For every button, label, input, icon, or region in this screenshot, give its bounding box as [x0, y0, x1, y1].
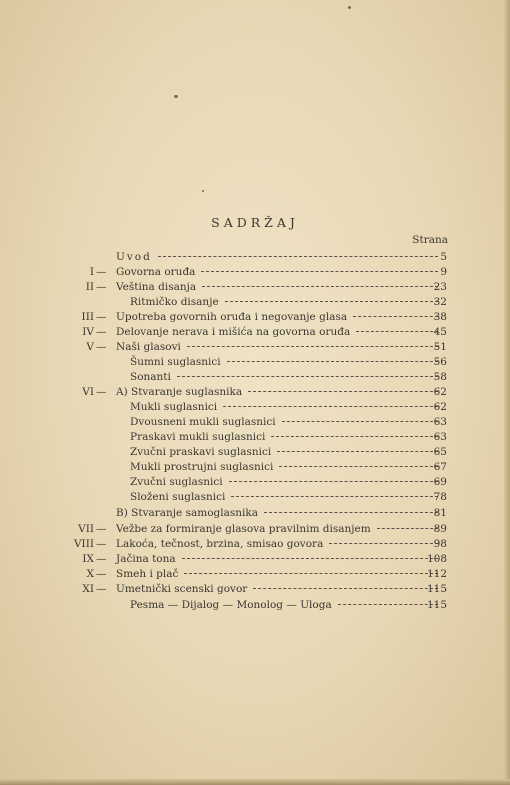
- toc-dash: —: [96, 568, 107, 580]
- toc-entry-main: [116, 340, 444, 354]
- toc-entry-title: Složeni suglasnici: [130, 491, 226, 503]
- toc-entry-title: Vežbe za formiranje glasova pravilnim disanjem: [116, 523, 371, 535]
- toc-entry: [0, 355, 510, 369]
- toc-chapter-number: VIII: [73, 538, 94, 550]
- toc-dash: —: [96, 341, 107, 353]
- toc-entry-page: 5: [440, 251, 447, 263]
- toc-entry-page: 69: [433, 476, 447, 488]
- dotted-leader: [248, 391, 438, 392]
- toc-entry-title: Naši glasovi: [116, 341, 181, 353]
- toc-entry-title: Praskavi mukli suglasnici: [130, 431, 266, 443]
- toc-entry-main: [116, 265, 444, 279]
- toc-entry-title: Pesma — Dijalog — Monolog — Uloga: [130, 599, 332, 611]
- toc-entry-page: 58: [433, 371, 447, 383]
- toc-entry-page: 56: [433, 356, 447, 368]
- toc-entry-main: [130, 415, 444, 429]
- page-title: SADRŽAJ: [211, 215, 299, 230]
- dotted-leader: [231, 496, 438, 497]
- toc-dash: —: [96, 281, 107, 293]
- ink-speck: [348, 6, 351, 9]
- toc-dash: —: [96, 523, 107, 535]
- toc-entry-title: Uvod: [116, 251, 152, 263]
- toc-entry-page: 65: [433, 446, 447, 458]
- toc-entry-main: [116, 567, 444, 581]
- toc-entry-title: Jačina tona: [116, 553, 176, 565]
- dotted-leader: [264, 512, 438, 513]
- dotted-leader: [202, 286, 438, 287]
- toc-entry-title: B) Stvaranje samoglasnika: [116, 507, 259, 519]
- toc-entry-main: [130, 430, 444, 444]
- toc-entry: [0, 567, 510, 581]
- toc-entry-page: 67: [433, 461, 447, 473]
- toc-entry: [0, 340, 510, 354]
- toc-entry-main: [116, 310, 444, 324]
- toc-chapter-number: XI: [82, 583, 94, 595]
- toc-entry-title: Smeh i plač: [116, 568, 179, 580]
- toc-entry: [0, 506, 510, 520]
- dotted-leader: [223, 406, 438, 407]
- toc-entry-title: Ritmičko disanje: [130, 296, 219, 308]
- toc-dash: —: [96, 538, 107, 550]
- toc-entry-main: [116, 385, 444, 399]
- toc-entry-main: [130, 490, 444, 504]
- toc-entry-main: [130, 400, 444, 414]
- toc-entry-title: A) Stvaranje suglasnika: [116, 386, 243, 398]
- toc-entry-title: Dvousneni mukli suglasnici: [130, 416, 276, 428]
- toc-entry: [0, 265, 510, 279]
- toc-entry-page: 108: [426, 553, 447, 565]
- toc-entry-page: 62: [433, 401, 447, 413]
- page-bottom-shadow: [0, 779, 510, 785]
- toc-chapter-number: VI: [82, 386, 94, 398]
- toc-entry-main: [116, 250, 444, 264]
- toc-chapter-number: I: [89, 266, 94, 278]
- ink-speck: [202, 190, 204, 192]
- toc-entry-page: 32: [433, 296, 447, 308]
- toc-entry-title: Govorna oruđa: [116, 266, 196, 278]
- toc-entry: [0, 490, 510, 504]
- toc-entry: [0, 522, 510, 536]
- toc-entry-main: [116, 582, 444, 596]
- toc-entry-page: 112: [426, 568, 447, 580]
- toc-entry-page: 89: [433, 523, 447, 535]
- toc-entry-page: 38: [433, 311, 447, 323]
- toc-entry-main: [116, 280, 444, 294]
- toc-entry: [0, 415, 510, 429]
- toc-entry-title: Mukli prostrujni suglasnici: [130, 461, 274, 473]
- toc-entry-title: Lakoća, tečnost, brzina, smisao govora: [116, 538, 324, 550]
- toc-entry-main: [130, 355, 444, 369]
- dotted-leader: [184, 573, 438, 574]
- toc-entry-title: Veština disanja: [116, 281, 197, 293]
- toc-entry-page: 98: [433, 538, 447, 550]
- toc-entry-page: 51: [433, 341, 447, 353]
- dotted-leader: [253, 588, 438, 589]
- toc-entry-page: 63: [433, 431, 447, 443]
- toc-chapter-number: II: [85, 281, 94, 293]
- toc-entry-main: [130, 598, 444, 612]
- dotted-leader: [182, 558, 438, 559]
- toc-entry-main: [130, 460, 444, 474]
- toc-chapter-number: IX: [82, 553, 94, 565]
- toc-entry: [0, 310, 510, 324]
- toc-dash: —: [96, 583, 107, 595]
- toc-entry: [0, 250, 510, 264]
- toc-entry: [0, 445, 510, 459]
- page-column-label: Strana: [412, 234, 448, 246]
- toc-entry-page: 23: [433, 281, 447, 293]
- toc-entry-page: 115: [426, 599, 447, 611]
- toc-entry: [0, 430, 510, 444]
- dotted-leader: [201, 271, 438, 272]
- toc-entry-page: 81: [433, 507, 447, 519]
- toc-entry-main: [116, 552, 444, 566]
- toc-dash: —: [96, 326, 107, 338]
- toc-entry-title: Šumni suglasnici: [130, 356, 221, 368]
- toc-entry: [0, 598, 510, 612]
- dotted-leader: [227, 361, 438, 362]
- toc-entry: [0, 325, 510, 339]
- toc-entry-page: 9: [440, 266, 447, 278]
- toc-dash: —: [96, 386, 107, 398]
- toc-entry-title: Upotreba govornih oruđa i negovanje glasa: [116, 311, 348, 323]
- toc-entry-main: [116, 522, 444, 536]
- toc-entry-title: Zvučni praskavi suglasnici: [130, 446, 272, 458]
- toc-entry-title: Zvučni suglasnici: [130, 476, 223, 488]
- toc-entry-main: [130, 370, 444, 384]
- toc-entry: [0, 475, 510, 489]
- toc-entry: [0, 280, 510, 294]
- toc-entry: [0, 295, 510, 309]
- toc-entry: [0, 400, 510, 414]
- toc-entry: [0, 385, 510, 399]
- toc-entry-main: [116, 506, 444, 520]
- toc-entry-main: [130, 475, 444, 489]
- toc-dash: —: [96, 553, 107, 565]
- toc-dash: —: [96, 311, 107, 323]
- toc-entry-main: [130, 445, 444, 459]
- dotted-leader: [177, 376, 438, 377]
- dotted-leader: [229, 481, 438, 482]
- toc-chapter-number: VII: [78, 523, 94, 535]
- toc-entry-title: Mukli suglasnici: [130, 401, 218, 413]
- toc-entry: [0, 537, 510, 551]
- toc-chapter-number: X: [86, 568, 94, 580]
- toc-entry-main: [116, 537, 444, 551]
- toc-entry: [0, 370, 510, 384]
- dotted-leader: [225, 301, 438, 302]
- toc-entry-title: Sonanti: [130, 371, 171, 383]
- toc-entry-main: [130, 295, 444, 309]
- toc-dash: —: [96, 266, 107, 278]
- toc-entry: [0, 582, 510, 596]
- toc-entry-main: [116, 325, 444, 339]
- dotted-leader: [187, 346, 438, 347]
- toc-chapter-number: III: [81, 311, 94, 323]
- toc-entry-title: Umetnički scenski govor: [116, 583, 248, 595]
- toc-entry: [0, 460, 510, 474]
- toc-entry-page: 78: [433, 491, 447, 503]
- dotted-leader: [158, 256, 438, 257]
- toc-chapter-number: IV: [82, 326, 94, 338]
- ink-speck: [174, 95, 178, 98]
- toc-chapter-number: V: [86, 341, 94, 353]
- toc-entry-page: 63: [433, 416, 447, 428]
- toc-entry-title: Delovanje nerava i mišića na govorna oruđa: [116, 326, 351, 338]
- toc-entry-page: 62: [433, 386, 447, 398]
- toc-entry-page: 45: [433, 326, 447, 338]
- toc-entry-page: 115: [426, 583, 447, 595]
- toc-entry: [0, 552, 510, 566]
